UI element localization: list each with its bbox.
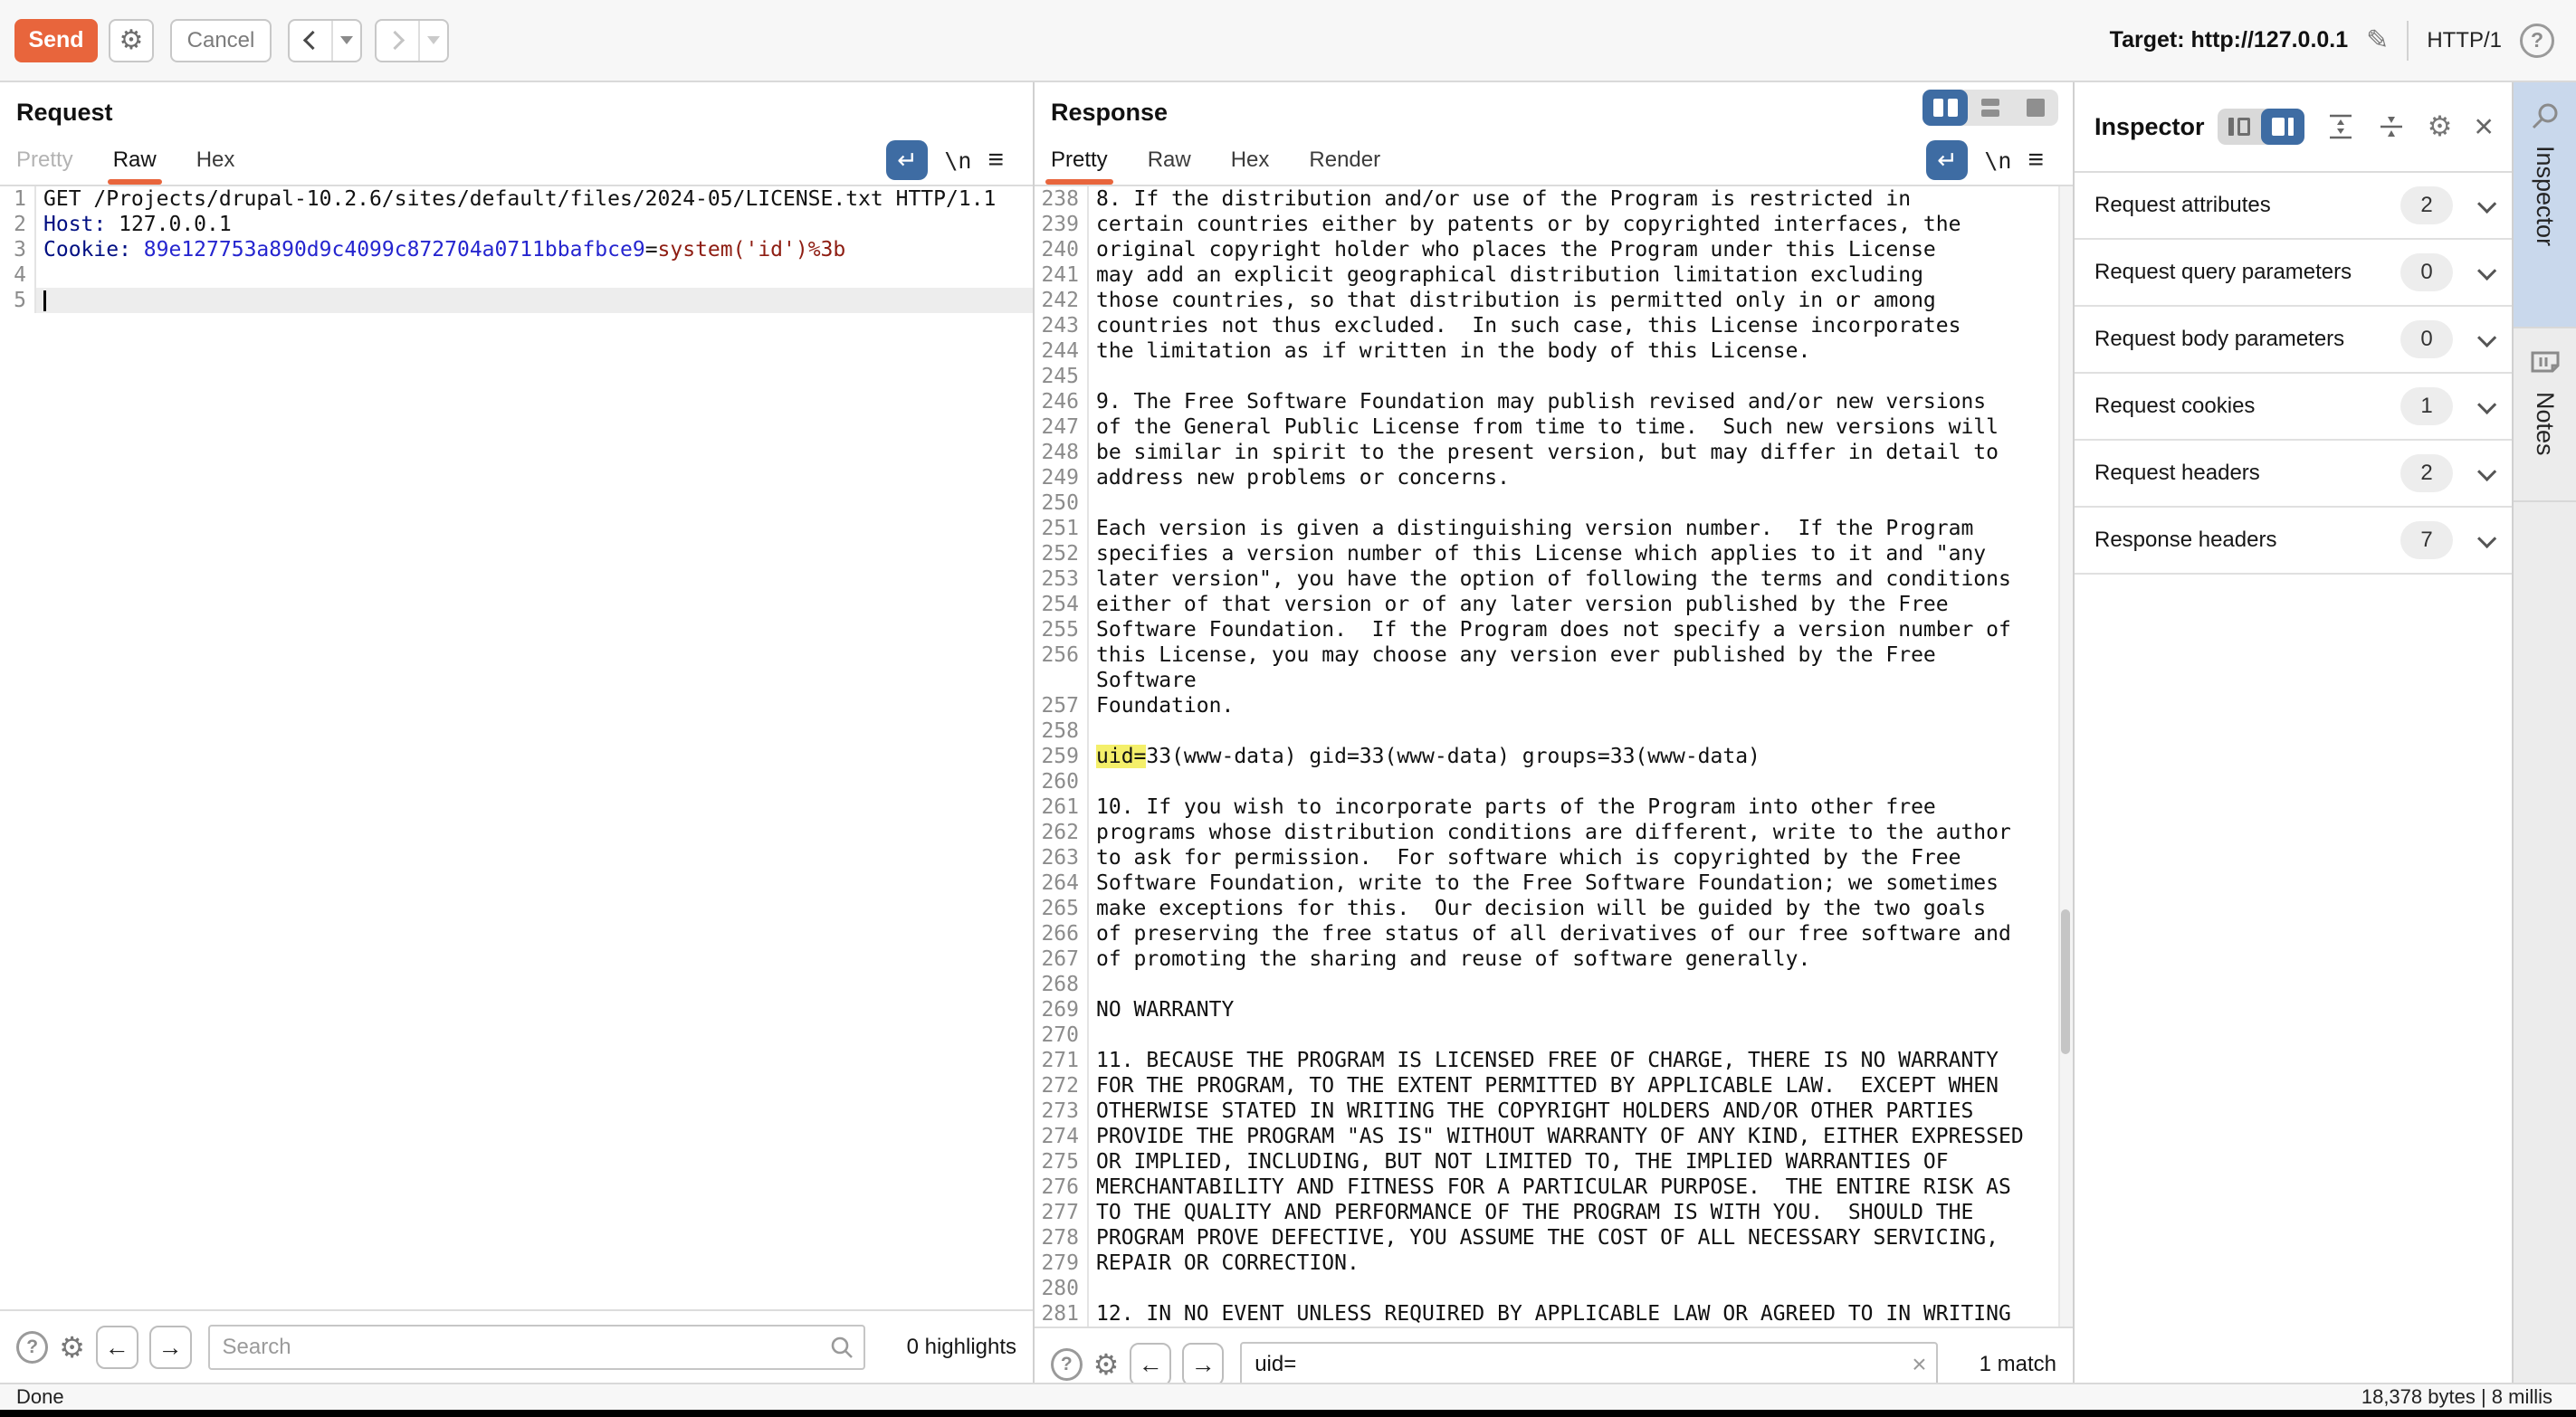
code-line[interactable]	[1035, 1048, 2073, 1073]
section-label: Request cookies	[2094, 394, 2256, 418]
line-number: 241	[1035, 262, 1089, 288]
columns-icon	[1933, 99, 1943, 117]
line-text: OR IMPLIED, INCLUDING, BUT NOT LIMITED TO, THE IMPLIED WARRANTIES OF	[1096, 1150, 1949, 1174]
line-number: 262	[1035, 820, 1089, 845]
line-text: NO WARRANTY	[1096, 998, 1235, 1022]
history-forward-button[interactable]	[377, 21, 418, 61]
line-text: of promoting the sharing and reuse of software generally.	[1096, 947, 1811, 971]
code-line[interactable]	[1035, 718, 2073, 744]
line-text: 12. IN NO EVENT UNLESS REQUIRED BY APPLICABLE LAW OR AGREED TO IN WRITING	[1096, 1302, 2011, 1326]
line-text	[1089, 1022, 2073, 1048]
side-tab-label: Notes	[2532, 392, 2559, 456]
columns-icon	[1948, 99, 1958, 117]
inspector-section-request-query-parameters[interactable]	[2075, 240, 2512, 307]
code-line[interactable]	[1035, 617, 2073, 642]
line-text	[1089, 1276, 2073, 1301]
request-panel	[0, 82, 1035, 1383]
target-label: Target: http://127.0.0.1	[2109, 27, 2349, 52]
line-number: 278	[1035, 1225, 1089, 1251]
code-line[interactable]	[1035, 1174, 2073, 1200]
response-panel-title: Response	[1051, 99, 1169, 126]
request-findbar	[0, 1309, 1033, 1383]
code-token: =	[644, 238, 658, 262]
code-line[interactable]	[1035, 262, 2073, 288]
status-message: Done	[16, 1385, 64, 1408]
line-text: of the General Public License from time to time. Such new versions will	[1096, 415, 1999, 439]
response-search-wrap	[1240, 1342, 1937, 1387]
line-text: uid=33(www-data) gid=33(www-data) groups=33(www-data)	[1096, 745, 1760, 768]
code-line[interactable]	[1035, 338, 2073, 364]
tab-pretty[interactable]: Pretty	[1051, 136, 1108, 185]
line-text: TO THE QUALITY AND PERFORMANCE OF THE PROGRAM IS WITH YOU. SHOULD THE	[1096, 1201, 1974, 1224]
code-line[interactable]	[0, 288, 1033, 313]
code-token: Host:	[43, 213, 107, 236]
code-line[interactable]	[1035, 1124, 2073, 1149]
code-line[interactable]	[1035, 414, 2073, 440]
line-text: may add an explicit geographical distribution limitation excluding	[1096, 263, 1923, 287]
code-line[interactable]	[1035, 744, 2073, 769]
line-text: Software	[1096, 669, 1197, 692]
line-text	[1089, 364, 2073, 389]
line-number: 240	[1035, 237, 1089, 262]
line-text: REPAIR OR CORRECTION.	[1096, 1251, 1360, 1275]
line-number: 257	[1035, 693, 1089, 718]
code-line[interactable]	[1035, 1200, 2073, 1225]
line-text	[36, 288, 1033, 313]
code-line[interactable]	[1035, 693, 2073, 718]
line-number: 245	[1035, 364, 1089, 389]
code-token: GET /Projects/drupal-10.2.6/sites/default/files/2024-05/LICENSE.txt HTTP/1.1	[43, 187, 997, 211]
search-previous-button[interactable]: ←	[1130, 1343, 1171, 1386]
top-toolbar	[0, 0, 2576, 82]
code-line[interactable]	[0, 262, 1033, 288]
side-tab-strip	[2514, 82, 2576, 1383]
request-editor[interactable]	[0, 186, 1033, 1309]
line-text: specifies a version number of this License which applies to it and "any	[1096, 542, 1987, 566]
line-text: Foundation.	[1096, 694, 1235, 718]
line-number: 264	[1035, 870, 1089, 896]
send-settings-button[interactable]	[109, 19, 154, 62]
line-text	[36, 262, 1033, 288]
count-badge: 2	[2400, 454, 2453, 492]
response-panel-header	[1035, 82, 2073, 186]
line-text: countries not thus excluded. In such case, this License incorporates	[1096, 314, 1961, 338]
inspector-settings-icon[interactable]: ⚙	[2427, 110, 2453, 142]
code-line[interactable]	[1035, 212, 2073, 237]
request-panel-header	[0, 82, 1033, 186]
count-badge: 2	[2400, 186, 2453, 224]
search-help-icon[interactable]: ?	[1051, 1348, 1083, 1381]
code-line[interactable]	[1035, 896, 2073, 921]
line-number: 280	[1035, 1276, 1089, 1301]
line-number: 242	[1035, 288, 1089, 313]
line-number: 270	[1035, 1022, 1089, 1048]
divider	[2407, 21, 2409, 61]
line-number: 273	[1035, 1098, 1089, 1124]
line-text: make exceptions for this. Our decision will be guided by the two goals	[1096, 897, 1987, 920]
line-number: 261	[1035, 794, 1089, 820]
code-line[interactable]	[1035, 820, 2073, 845]
code-line[interactable]	[1035, 769, 2073, 794]
line-number: 238	[1035, 186, 1089, 212]
code-line[interactable]	[1035, 845, 2073, 870]
line-number: 272	[1035, 1073, 1089, 1098]
code-line[interactable]	[1035, 288, 2073, 313]
line-text	[1089, 718, 2073, 744]
response-head-icons	[1926, 140, 2060, 180]
search-next-button[interactable]: →	[1182, 1343, 1224, 1386]
side-tab-label: Inspector	[2532, 146, 2559, 247]
tab-hex[interactable]: Hex	[1230, 147, 1270, 172]
section-label: Response headers	[2094, 528, 2277, 552]
chevron-down-icon	[2477, 395, 2496, 414]
line-text: programs whose distribution conditions are different, write to the author	[1096, 821, 2011, 844]
line-number: 247	[1035, 414, 1089, 440]
inspector-panel	[2075, 82, 2514, 1383]
search-settings-icon[interactable]: ⚙	[1092, 1347, 1120, 1381]
line-text	[36, 186, 1033, 212]
response-code	[1035, 186, 2073, 1327]
search-settings-icon[interactable]: ⚙	[59, 1330, 85, 1364]
line-number: 266	[1035, 921, 1089, 946]
close-inspector-button[interactable]: ×	[2474, 108, 2494, 145]
response-search-result: 1 match	[1979, 1351, 2056, 1376]
line-number: 265	[1035, 896, 1089, 921]
history-forward-group	[375, 19, 449, 62]
line-number: 248	[1035, 440, 1089, 465]
history-back-button[interactable]	[290, 21, 331, 61]
code-line[interactable]	[1035, 465, 2073, 490]
inspector-section-response-headers[interactable]	[2075, 508, 2512, 575]
response-search-input[interactable]	[1240, 1342, 1937, 1387]
request-search-result: 0 highlights	[906, 1334, 1017, 1359]
request-search-wrap	[208, 1325, 865, 1370]
inspector-tab-icon	[2530, 100, 2561, 131]
line-text: OTHERWISE STATED IN WRITING THE COPYRIGHT HOLDERS AND/OR OTHER PARTIES	[1096, 1099, 1974, 1123]
inspector-dock-left-button[interactable]	[2218, 109, 2261, 145]
line-text: MERCHANTABILITY AND FITNESS FOR A PARTICULAR PURPOSE. THE ENTIRE RISK AS	[1096, 1175, 2011, 1199]
layout-rows-button[interactable]	[1968, 90, 2013, 126]
code-line[interactable]	[1035, 1276, 2073, 1301]
code-line[interactable]	[1035, 1301, 2073, 1327]
side-tab-inspector[interactable]	[2514, 82, 2576, 328]
request-head-icons	[886, 140, 1020, 180]
line-text: the limitation as if written in the body of this License.	[1096, 339, 1811, 363]
single-pane-icon	[2027, 99, 2045, 117]
notes-icon	[2530, 347, 2561, 377]
chevron-right-icon	[386, 31, 405, 50]
show-newlines-toggle-icon[interactable]: \n	[1984, 147, 2012, 174]
line-number: 274	[1035, 1124, 1089, 1149]
code-token: system('id')%3b	[657, 238, 846, 262]
count-badge: 0	[2400, 320, 2453, 358]
tab-raw[interactable]: Raw	[113, 136, 157, 185]
line-number: 260	[1035, 769, 1089, 794]
inspector-section-request-body-parameters[interactable]	[2075, 307, 2512, 374]
status-bar	[0, 1383, 2576, 1410]
line-text: certain countries either by patents or by copyrighted interfaces, the	[1096, 213, 1961, 236]
line-text	[36, 212, 1033, 237]
line-text: 9. The Free Software Foundation may publish revised and/or new versions	[1096, 390, 1987, 414]
rows-icon	[1981, 99, 1999, 117]
line-number: 254	[1035, 592, 1089, 617]
code-line[interactable]	[1035, 592, 2073, 617]
line-number: 250	[1035, 490, 1089, 516]
search-match-highlight: uid=	[1096, 745, 1147, 768]
line-text: later version", you have the option of following the terms and conditions	[1096, 567, 2011, 591]
line-number: 255	[1035, 617, 1089, 642]
search-next-button[interactable]: →	[149, 1326, 192, 1369]
line-number: 246	[1035, 389, 1089, 414]
chevron-down-icon	[2477, 261, 2496, 280]
code-line[interactable]	[1035, 1251, 2073, 1276]
request-tabs	[16, 136, 1020, 185]
code-line[interactable]	[1035, 997, 2073, 1022]
line-number: 267	[1035, 946, 1089, 972]
section-label: Request query parameters	[2094, 260, 2352, 284]
line-number: 4	[0, 262, 36, 288]
line-text	[36, 237, 1033, 262]
line-number: 263	[1035, 845, 1089, 870]
layout-columns-button[interactable]	[1922, 90, 1968, 126]
line-text: those countries, so that distribution is permitted only in or among	[1096, 289, 1936, 312]
code-line[interactable]	[1035, 921, 2073, 946]
line-text	[1089, 972, 2073, 997]
section-label: Request headers	[2094, 461, 2260, 485]
line-number: 244	[1035, 338, 1089, 364]
count-badge: 7	[2400, 521, 2453, 559]
inspector-section-request-headers[interactable]	[2075, 441, 2512, 508]
chevron-left-icon	[303, 31, 322, 50]
inspector-header-icons	[2218, 109, 2494, 145]
code-line[interactable]	[1035, 794, 2073, 820]
inspector-title: Inspector	[2094, 112, 2205, 140]
line-text: Software Foundation. If the Program does not specify a version number of	[1096, 618, 2011, 642]
inspector-dock-right-button[interactable]	[2261, 109, 2304, 145]
code-line[interactable]	[1035, 566, 2073, 592]
layout-single-button[interactable]	[2013, 90, 2058, 126]
inspector-header	[2075, 82, 2512, 171]
chevron-down-icon	[2477, 194, 2496, 213]
pane-layout-toggle	[1922, 90, 2058, 126]
line-text: 8. If the distribution and/or use of the Program is restricted in	[1096, 187, 1912, 211]
response-tabs	[1051, 136, 2060, 185]
line-text	[1089, 769, 2073, 794]
tab-hex[interactable]: Hex	[196, 147, 235, 172]
code-line[interactable]	[1035, 642, 2073, 668]
send-button[interactable]: Send	[14, 19, 98, 62]
line-number: 269	[1035, 997, 1089, 1022]
chevron-down-icon	[2477, 528, 2496, 547]
toolbar-right	[2110, 21, 2554, 61]
clear-search-icon[interactable]: ×	[1912, 1349, 1927, 1378]
scrollbar-track[interactable]	[2058, 186, 2073, 1327]
request-search-input[interactable]	[208, 1325, 865, 1370]
code-line[interactable]	[1035, 972, 2073, 997]
line-number: 276	[1035, 1174, 1089, 1200]
code-line[interactable]	[1035, 440, 2073, 465]
code-line[interactable]	[1035, 541, 2073, 566]
code-line[interactable]	[1035, 237, 2073, 262]
code-line[interactable]	[1035, 1225, 2073, 1251]
help-icon[interactable]: ?	[2520, 24, 2554, 58]
line-number: 249	[1035, 465, 1089, 490]
line-number: 277	[1035, 1200, 1089, 1225]
search-previous-button[interactable]: ←	[96, 1326, 138, 1369]
code-line[interactable]	[1035, 490, 2073, 516]
code-line[interactable]	[0, 237, 1033, 262]
request-panel-title: Request	[16, 99, 113, 126]
code-line[interactable]	[1035, 516, 2073, 541]
line-text: Each version is given a distinguishing version number. If the Program	[1096, 517, 1974, 540]
show-newlines-toggle-icon[interactable]: \n	[944, 147, 972, 174]
expand-all-icon[interactable]	[2326, 112, 2355, 141]
http-version-label[interactable]: HTTP/1	[2427, 27, 2502, 52]
line-number: 1	[0, 186, 36, 212]
inspector-dock-toggle	[2218, 109, 2304, 145]
count-badge: 1	[2400, 387, 2453, 425]
dropdown-arrow-icon	[340, 36, 353, 44]
history-back-group	[288, 19, 362, 62]
response-editor[interactable]	[1035, 186, 2073, 1327]
code-line[interactable]	[1035, 1073, 2073, 1098]
code-token: 127.0.0.1	[106, 213, 232, 236]
tab-pretty[interactable]: Pretty	[16, 147, 73, 172]
code-line[interactable]	[1035, 668, 2073, 693]
count-badge: 0	[2400, 253, 2453, 291]
line-text: PROVIDE THE PROGRAM "AS IS" WITHOUT WARRANTY OF ANY KIND, EITHER EXPRESSED	[1096, 1125, 2024, 1148]
line-text: Software Foundation, write to the Free Software Foundation; we sometimes	[1096, 871, 1999, 895]
text-caret	[43, 290, 46, 311]
code-line[interactable]	[0, 186, 1033, 212]
response-panel	[1035, 82, 2075, 1383]
line-text: be similar in spirit to the present version, but may differ in detail to	[1096, 441, 1999, 464]
cancel-button[interactable]: Cancel	[170, 19, 272, 62]
code-line[interactable]	[1035, 313, 2073, 338]
line-number: 239	[1035, 212, 1089, 237]
editor-menu-icon[interactable]: ≡	[2027, 145, 2044, 175]
line-number: 251	[1035, 516, 1089, 541]
history-forward-dropdown[interactable]	[418, 21, 447, 61]
inspector-sections	[2075, 171, 2512, 575]
line-number: 281	[1035, 1301, 1089, 1327]
line-text: either of that version or of any later version published by the Free	[1096, 593, 1949, 616]
code-line[interactable]	[1035, 946, 2073, 972]
code-token	[131, 238, 144, 262]
code-token: 89e127753a890d9c4099c872704a0711bbafbce9	[143, 238, 645, 262]
code-line[interactable]	[1035, 1022, 2073, 1048]
line-number: 243	[1035, 313, 1089, 338]
request-code	[0, 186, 1033, 313]
code-line[interactable]	[1035, 364, 2073, 389]
line-number	[1035, 668, 1089, 693]
section-label: Request body parameters	[2094, 327, 2345, 351]
line-text: this License, you may choose any version ever published by the Free	[1096, 643, 1936, 667]
line-number: 3	[0, 237, 36, 262]
code-line[interactable]	[0, 212, 1033, 237]
response-size-time: 18,378 bytes | 8 millis	[2361, 1385, 2552, 1408]
code-line[interactable]	[1035, 389, 2073, 414]
gear-icon: ⚙	[119, 24, 144, 55]
scrollbar-thumb[interactable]	[2061, 909, 2070, 1054]
main-area	[0, 82, 2576, 1383]
line-text: of preserving the free status of all derivatives of our free software and	[1096, 922, 2011, 946]
code-line[interactable]	[1035, 870, 2073, 896]
line-text: address new problems or concerns.	[1096, 466, 1510, 490]
history-back-dropdown[interactable]	[331, 21, 360, 61]
chevron-down-icon	[2477, 461, 2496, 480]
line-number: 252	[1035, 541, 1089, 566]
line-text: PROGRAM PROVE DEFECTIVE, YOU ASSUME THE COST OF ALL NECESSARY SERVICING,	[1096, 1226, 1999, 1250]
line-number: 271	[1035, 1048, 1089, 1073]
line-text: 10. If you wish to incorporate parts of the Program into other free	[1096, 795, 1936, 819]
code-line[interactable]	[1035, 1098, 2073, 1124]
search-help-icon[interactable]: ?	[16, 1331, 48, 1364]
line-number: 253	[1035, 566, 1089, 592]
section-label: Request attributes	[2094, 193, 2271, 217]
word-wrap-toggle-icon[interactable]: ↵	[1926, 140, 1968, 180]
line-text: to ask for permission. For software which is copyrighted by the Free	[1096, 846, 1961, 870]
inspector-section-request-cookies[interactable]	[2075, 374, 2512, 441]
side-tab-notes[interactable]	[2514, 328, 2576, 502]
code-token: Cookie:	[43, 238, 131, 262]
line-number: 268	[1035, 972, 1089, 997]
line-number: 256	[1035, 642, 1089, 668]
line-text: FOR THE PROGRAM, TO THE EXTENT PERMITTED BY APPLICABLE LAW. EXCEPT WHEN	[1096, 1074, 1999, 1098]
editor-menu-icon[interactable]: ≡	[987, 145, 1004, 175]
dropdown-arrow-icon	[427, 36, 440, 44]
inspector-section-request-attributes[interactable]	[2075, 173, 2512, 240]
edit-target-icon[interactable]: ✎	[2366, 25, 2390, 55]
line-number: 258	[1035, 718, 1089, 744]
line-number: 2	[0, 212, 36, 237]
tab-render[interactable]: Render	[1309, 147, 1381, 172]
line-number: 5	[0, 288, 36, 313]
code-line[interactable]	[1035, 1149, 2073, 1174]
line-number: 275	[1035, 1149, 1089, 1174]
code-line[interactable]	[1035, 186, 2073, 212]
line-text: original copyright holder who places the Program under this License	[1096, 238, 1936, 262]
word-wrap-toggle-icon[interactable]: ↵	[886, 140, 928, 180]
tab-raw[interactable]: Raw	[1147, 147, 1191, 172]
line-text	[1089, 490, 2073, 516]
line-number: 259	[1035, 744, 1089, 769]
collapse-all-icon[interactable]	[2377, 112, 2406, 141]
line-number: 279	[1035, 1251, 1089, 1276]
chevron-down-icon	[2477, 328, 2496, 347]
search-icon	[829, 1335, 854, 1360]
line-text: 11. BECAUSE THE PROGRAM IS LICENSED FREE OF CHARGE, THERE IS NO WARRANTY	[1096, 1049, 1999, 1072]
